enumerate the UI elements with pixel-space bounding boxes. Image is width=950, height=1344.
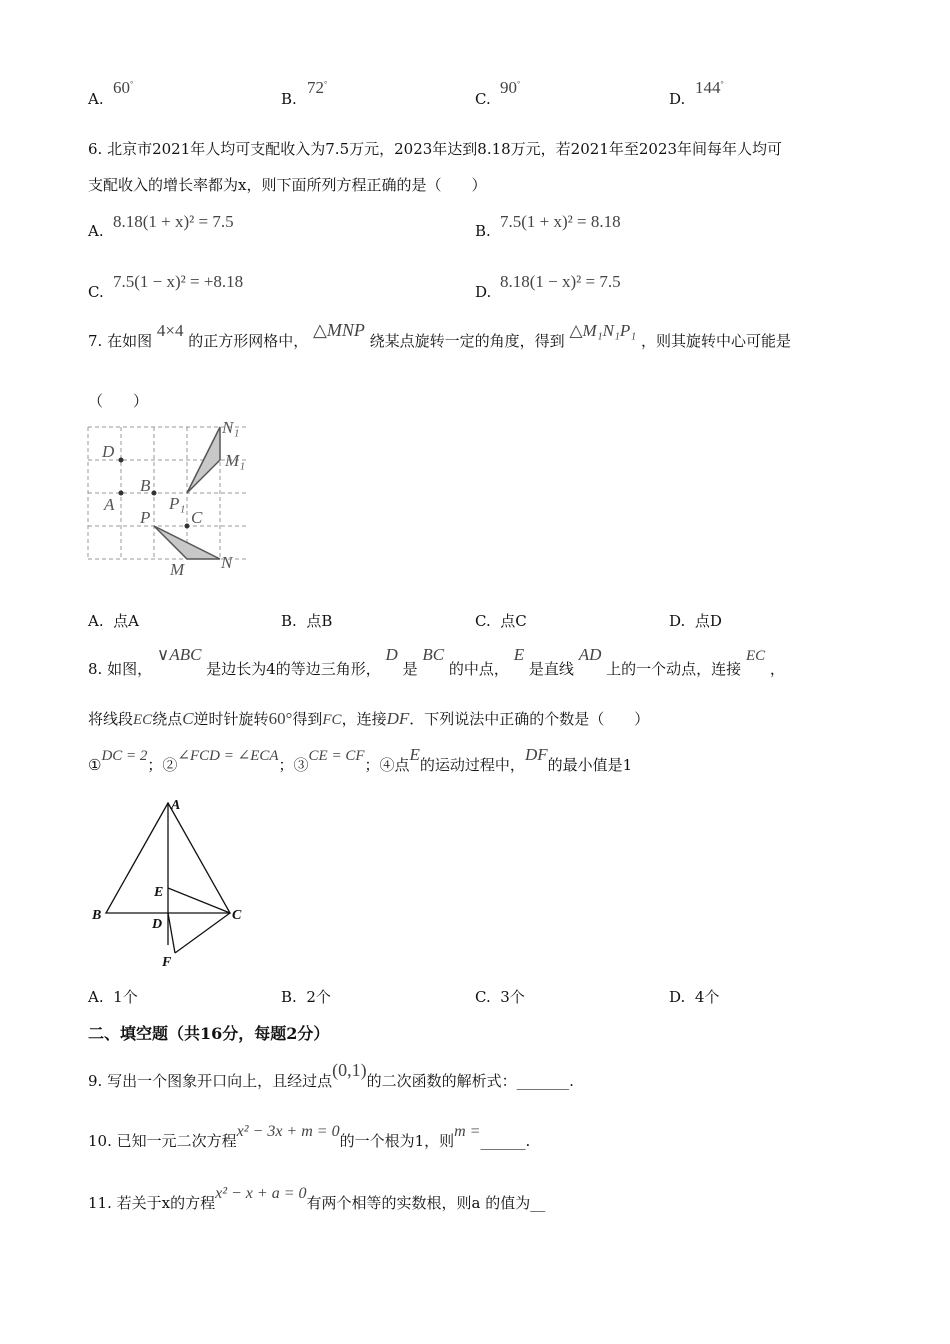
q8-option-a: A. 1个 bbox=[88, 988, 138, 1006]
q7-option-c: C. 点C bbox=[475, 612, 527, 630]
q8-stem-line1: 8. 如图， ∨ABC 是边长为4的等边三角形， D 是 BC 的中点， E 是直线 AD 上的一个动点，连接 EC ， bbox=[88, 645, 785, 678]
q8-option-b: B. 2个 bbox=[281, 988, 331, 1006]
q5-option-c-label: C. bbox=[475, 90, 491, 108]
label-n1: N₁ bbox=[222, 418, 240, 437]
q8-stem-line2: 将线段EC绕点C逆时针旋转60°得到FC，连接DF．下列说法中正确的个数是（ ） bbox=[88, 709, 650, 728]
label-f: F bbox=[162, 955, 172, 970]
segment-ec bbox=[168, 888, 230, 913]
q5-option-b-label: B. bbox=[281, 90, 297, 108]
q7-option-d: D. 点D bbox=[669, 612, 722, 630]
label-d: D bbox=[152, 917, 163, 932]
q6-option-d-label: D. bbox=[475, 283, 492, 301]
q8-statements: ①DC = 2；②∠FCD = ∠ECA；③CE = CF；④点E的运动过程中，DF的最小值是1 bbox=[88, 745, 633, 774]
triangle-mnp bbox=[154, 526, 220, 559]
q5-option-a-label: A. bbox=[88, 90, 104, 108]
q7-text-b: 的正方形网格中， bbox=[188, 332, 309, 350]
label-n: N bbox=[221, 553, 233, 572]
point-c bbox=[185, 524, 190, 529]
q6-stem-line1: 6. 北京市2021年人均可支配收入为7.5万元，2023年达到8.18万元，若2021年至2023年间每年人均可 bbox=[88, 140, 783, 158]
segment-fc bbox=[175, 913, 230, 953]
label-b: B bbox=[140, 476, 151, 495]
q6-option-c-expr: 7.5(1 − x)² = +8.18 bbox=[113, 272, 244, 291]
q8-option-d: D. 4个 bbox=[669, 988, 720, 1006]
q5-option-a-value: 60° bbox=[113, 78, 134, 97]
q11-stem: 11. 若关于x的方程x² − x + a = 0有两个相等的实数根，则a 的值为__ bbox=[88, 1185, 546, 1212]
label-a: A bbox=[171, 798, 181, 813]
q5-option-b-value: 72° bbox=[307, 78, 328, 97]
label-b: B bbox=[92, 908, 102, 923]
q8-triangle: ∨ABC bbox=[156, 645, 202, 664]
q5-option-c-value: 90° bbox=[500, 78, 521, 97]
q7-grid-figure bbox=[80, 415, 270, 590]
q5-option-d-value: 144° bbox=[695, 78, 724, 97]
q7-grid-expr: 4×4 bbox=[156, 321, 184, 340]
q7-text-a: 7. 在如图 bbox=[88, 332, 153, 350]
point-a bbox=[119, 491, 124, 496]
q7-triangle-m1n1p1: △M₁N₁P₁ bbox=[569, 321, 637, 340]
q6-stem-line2: 支配收入的增长率都为x，则下面所列方程正确的是（ ） bbox=[88, 176, 487, 194]
q8-triangle-figure bbox=[88, 795, 258, 975]
q7-text-c: 绕某点旋转一定的角度，得到 bbox=[369, 332, 565, 350]
label-e: E bbox=[154, 885, 164, 900]
label-p: P bbox=[140, 508, 151, 527]
triangle-m1n1p1 bbox=[187, 427, 220, 493]
label-a: A bbox=[104, 495, 115, 514]
label-m: M bbox=[170, 560, 185, 579]
q8-option-c: C. 3个 bbox=[475, 988, 525, 1006]
q7-triangle-mnp: △MNP bbox=[313, 320, 365, 340]
q7-stem bbox=[88, 320, 791, 351]
q7-text-d: ，则其旋转中心可能是 bbox=[640, 332, 791, 350]
q6-option-c-label: C. bbox=[88, 283, 104, 301]
q6-option-a-label: A. bbox=[88, 222, 104, 240]
q10-stem: 10. 已知一元二次方程x² − 3x + m = 0的一个根为1，则m =______. bbox=[88, 1123, 531, 1150]
q7-answer-bracket: （ ） bbox=[88, 392, 149, 410]
point-d bbox=[119, 458, 124, 463]
q7-option-a: A. 点A bbox=[88, 612, 139, 630]
q7-option-b: B. 点B bbox=[281, 612, 333, 630]
section-heading: 二、填空题（共16分，每题2分） bbox=[88, 1024, 330, 1043]
q6-option-d-expr: 8.18(1 − x)² = 7.5 bbox=[500, 272, 621, 291]
q6-option-a-expr: 8.18(1 + x)² = 7.5 bbox=[113, 212, 234, 231]
segment-df bbox=[168, 913, 175, 953]
q6-option-b-label: B. bbox=[475, 222, 491, 240]
label-p1: P₁ bbox=[169, 494, 186, 513]
q5-option-d-label: D. bbox=[669, 90, 686, 108]
point-b bbox=[152, 491, 157, 496]
q9-stem: 9. 写出一个图象开口向上，且经过点(0,1)的二次函数的解析式：_______. bbox=[88, 1060, 574, 1090]
q6-option-b-expr: 7.5(1 + x)² = 8.18 bbox=[500, 212, 621, 231]
label-c: C bbox=[191, 508, 203, 527]
label-d: D bbox=[102, 442, 115, 461]
label-c: C bbox=[232, 908, 242, 923]
label-m1: M₁ bbox=[225, 451, 246, 470]
